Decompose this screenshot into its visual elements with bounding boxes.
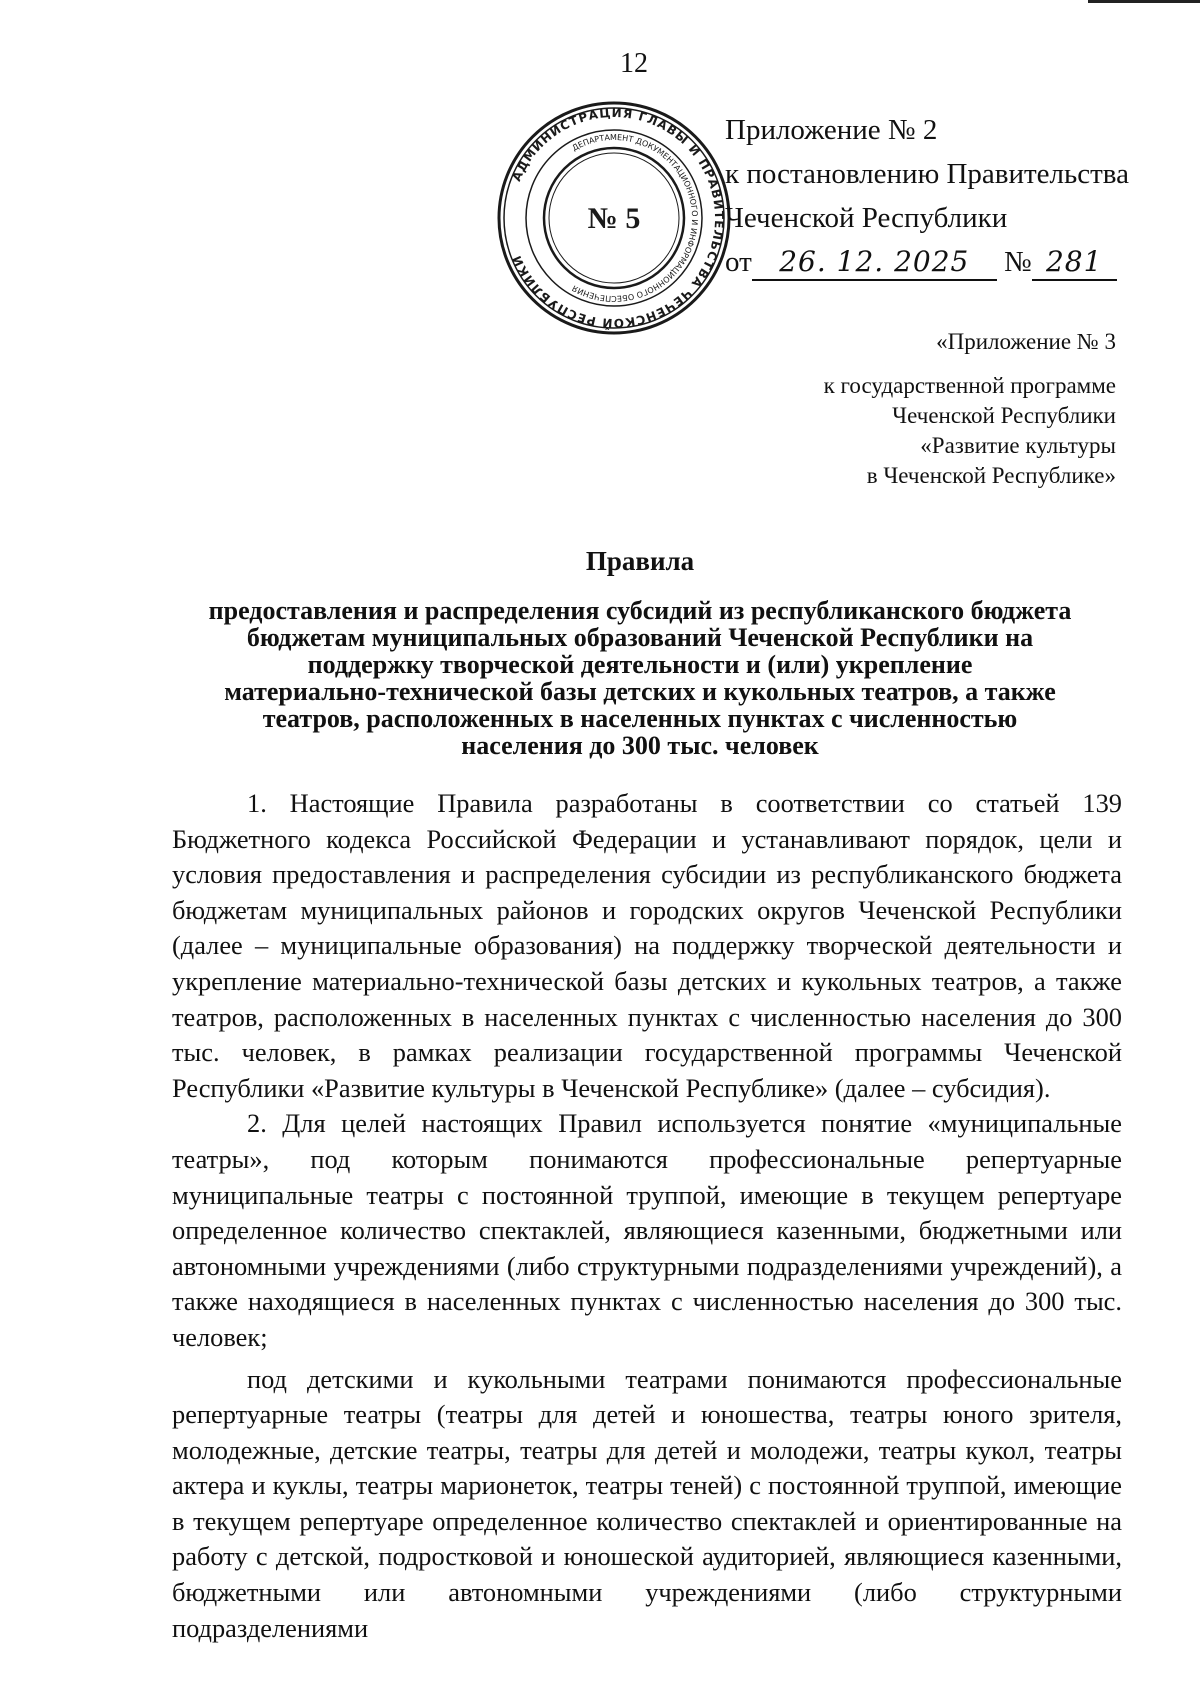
appendix-3-line5: в Чеченской Республике» xyxy=(866,463,1116,488)
document-body xyxy=(172,786,1122,1646)
appendix-2-block xyxy=(725,108,1129,284)
appendix-2-line2: к постановлению Правительства xyxy=(725,158,1129,190)
title-line-2: бюджетам муниципальных образований Чеченской Республики на xyxy=(246,623,1034,652)
document-title xyxy=(150,548,1130,759)
date-prefix: от xyxy=(725,246,752,278)
title-line-5: театров, расположенных в населенных пунктах с численностью xyxy=(262,704,1018,733)
appendix-3-block xyxy=(824,327,1116,491)
number-prefix: № xyxy=(1004,246,1032,278)
appendix-3-line2: к государственной программе xyxy=(823,373,1116,398)
decree-date-number-row xyxy=(725,240,1129,284)
appendix-3-line4: «Развитие культуры xyxy=(920,433,1116,458)
decree-number: 281 xyxy=(1032,245,1117,281)
official-seal xyxy=(496,100,732,336)
title-line-3: поддержку творческой деятельности и (или) укрепление xyxy=(307,650,973,679)
title-main: Правила xyxy=(585,546,695,576)
top-edge-line xyxy=(1088,0,1200,3)
paragraph-3: под детскими и кукольными театрами понимаются профессиональные репертуарные театры (театры для детей и юношества, театры юного зрителя, молодежные, детские театры, театры для детей и молодежи, театры кукол, театры актера и куклы, театры марионеток, театры теней) с постоянной труппой, имеющие в текущем репертуаре определенное количество спектаклей и ориентированные на работу с детской, подростковой и юношеской аудиторией, являющиеся казенными, бюджетными или автономными учреждениями (либо структурными подразделениями xyxy=(172,1363,1122,1643)
appendix-3-title: «Приложение № 3 xyxy=(936,329,1116,354)
appendix-3-line3: Чеченской Республики xyxy=(892,403,1116,428)
seal-center-number: № 5 xyxy=(587,202,641,235)
title-line-1: предоставления и распределения субсидий из республиканского бюджета xyxy=(208,596,1072,625)
title-line-6: населения до 300 тыс. человек xyxy=(461,731,819,760)
decree-date: 26. 12. 2025 xyxy=(752,245,997,281)
seal-outer-ring-text: АДМИНИСТРАЦИЯ ГЛАВЫ И ПРАВИТЕЛЬСТВА ЧЕЧЕНСКОЙ РЕСПУБЛИКИ xyxy=(509,105,727,331)
appendix-2-line3: Чеченской Республики xyxy=(725,202,1008,234)
seal-inner-ring-text: ДЕПАРТАМЕНТ ДОКУМЕНТАЦИОННОГО И ИНФОРМАЦИОННОГО ОБЕСПЕЧЕНИЯ xyxy=(570,132,700,304)
paragraph-2: 2. Для целей настоящих Правил используется понятие «муниципальные театры», под которым понимаются профессиональные репертуарные муниципальные театры с постоянной труппой, имеющие в текущем репертуаре определенное количество спектаклей, являющиеся казенными, бюджетными или автономными учреждениями (либо структурными подразделениями учреждений), а также находящиеся в населенных пунктах с численностью населения до 300 тыс. человек; xyxy=(172,1108,1122,1352)
paragraph-1: 1. Настоящие Правила разработаны в соответствии со статьей 139 Бюджетного кодекса Российской Федерации и устанавливают порядок, цели и условия предоставления и распределения субсидии из республиканского бюджета бюджетам муниципальных районов и городских округов Чеченской Республики (далее – муниципальные образования) на поддержку творческой деятельности и укрепление материально-технической базы детских и кукольных театров, а также театров, расположенных в населенных пунктах с численностью населения до 300 тыс. человек, в рамках реализации государственной программы Чеченской Республики «Развитие культуры в Чеченской Республике» (далее – субсидия). xyxy=(172,788,1122,1103)
title-line-4: материально-технической базы детских и кукольных театров, а также xyxy=(224,677,1056,706)
page-number: 12 xyxy=(620,48,648,79)
appendix-2-title: Приложение № 2 xyxy=(725,114,938,146)
